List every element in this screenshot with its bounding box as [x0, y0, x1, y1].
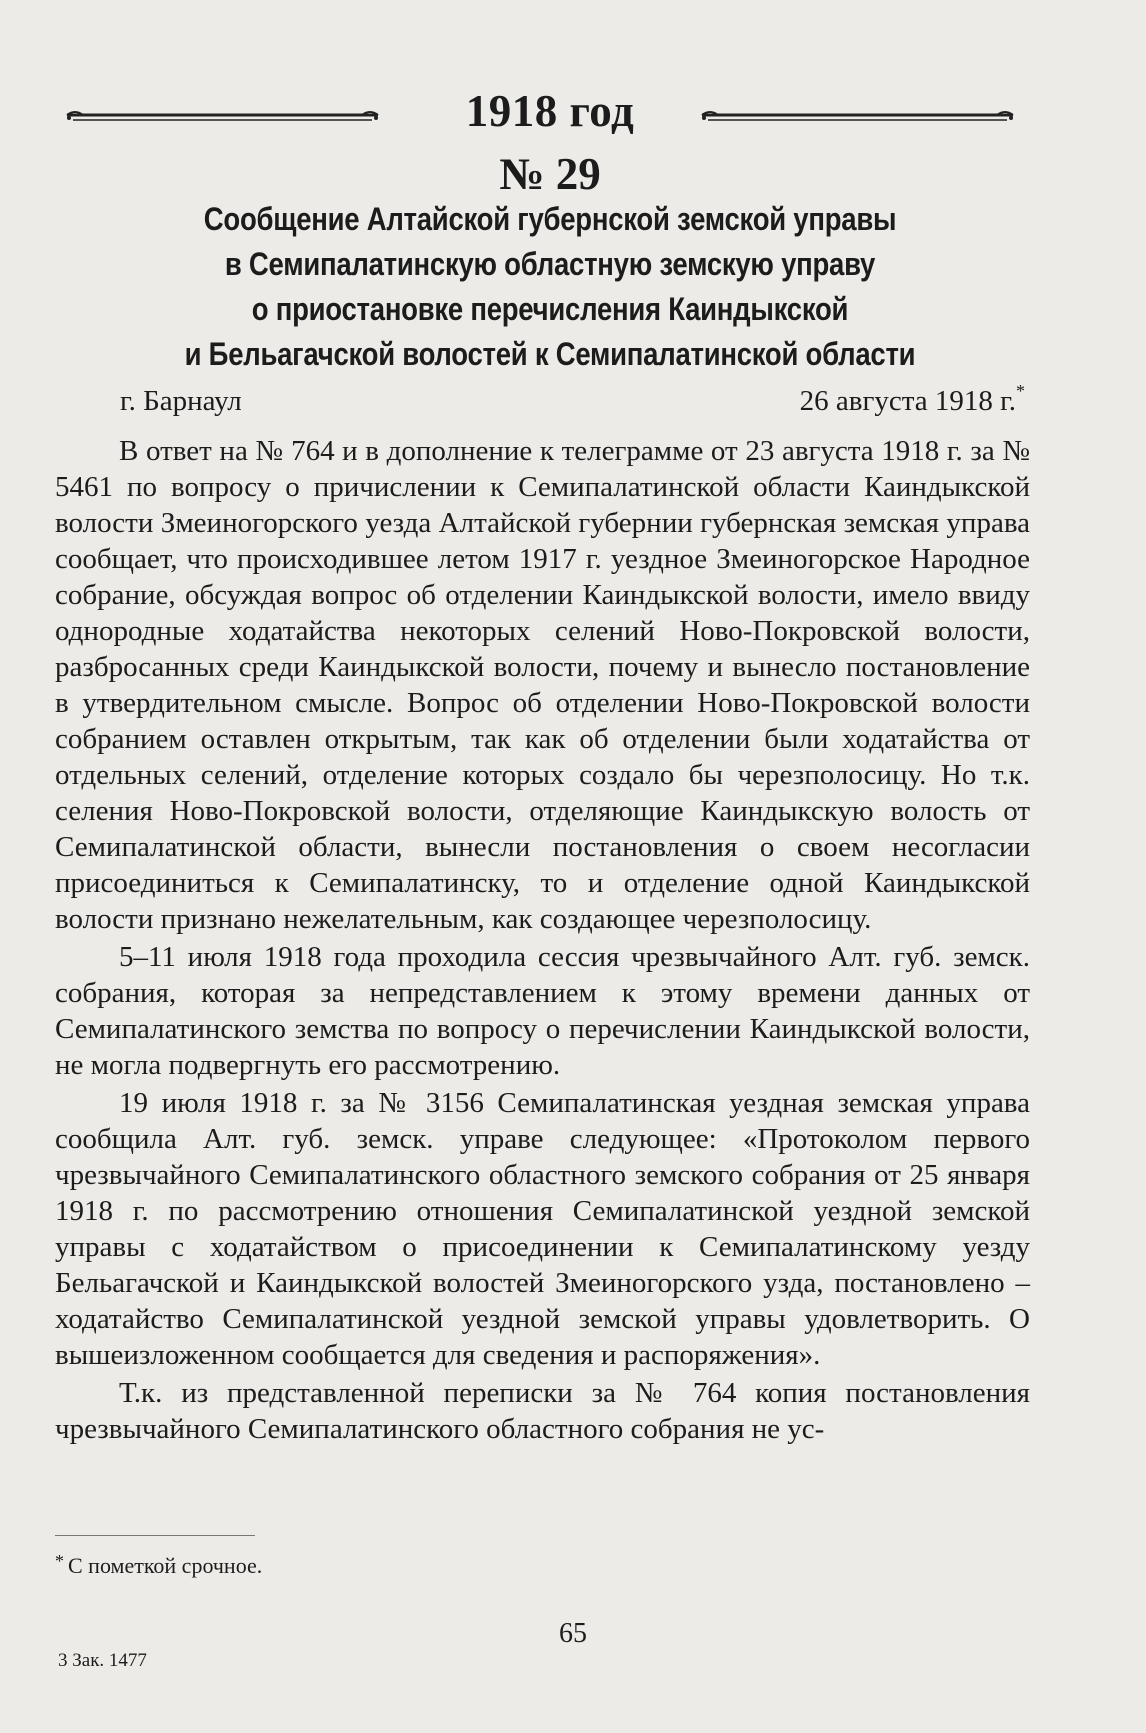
order-code: 3 Зак. 1477 [58, 1650, 147, 1671]
paragraph: Т.к. из представленной переписки за № 764 копия постановления чрезвычайного Семипалатинского областного собрания не ус- [55, 1377, 1030, 1445]
footnote-text: С пометкой срочное. [68, 1553, 263, 1578]
right-ornament-icon [700, 107, 1015, 127]
date [799, 381, 1025, 418]
page-number: 65 [559, 1618, 587, 1649]
footnote-divider [55, 1535, 255, 1536]
place: г. Барнаул [120, 385, 242, 417]
year-heading: 1918 год [465, 86, 635, 136]
title-line: Сообщение Алтайской губернской земской управы [203, 201, 897, 237]
header-row [55, 85, 1045, 145]
footnote-mark: * [55, 1551, 64, 1571]
date-footnote-mark: * [1016, 381, 1025, 401]
title-line: в Семипалатинскую областную земскую управу [224, 246, 876, 282]
document-title [124, 197, 975, 377]
footnote [55, 1553, 262, 1579]
title-line: о приостановке перечисления Каиндыкской [251, 291, 849, 327]
place-date-line [120, 381, 1025, 425]
date-text: 26 августа 1918 г. [799, 385, 1016, 417]
document-body [55, 433, 1030, 1449]
paragraph: 5–11 июля 1918 года проходила сессия чрезвычайного Алт. губ. земск. собрания, которая за непредставлением к этому времени данных от Семипалатинского земства по вопросу о перечислении Каиндыкской волости, не могла подвергнуть его рассмотрению. [55, 941, 1030, 1081]
paragraph: В ответ на № 764 и в дополнение к телеграмме от 23 августа 1918 г. за № 5461 по вопросу о причислении к Семипалатинской области Каиндыкской волости Змеиногорского уезда Алтайской губернии губернская земская управа сообщает, что происходившее летом 1917 г. уездное Змеиногорское Народное собрание, обсуждая вопрос об отделении Каиндыкской волости, имело ввиду однородные ходатайства некоторых селений Ново-Покровской волости, разбросанных среди Каиндыкской волости, почему и вынесло постановление в утвердительном смысле. Вопрос об отделении Ново-Покровской волости собранием оставлен открытым, так как об отделении были ходатайства от отдельных селений, отделение которых создало бы черезполосицу. Но т.к. селения Ново-Покровской волости, отделяющие Каиндыкскую волость от Семипалатинской области, вынесли постановления о своем несогласии присоединиться к Семипалатинску, то и отделение одной Каиндыкской волости признано нежелательным, как создающее черезполосицу. [55, 435, 1030, 935]
title-line: и Бельагачской волостей к Семипалатинской области [184, 336, 916, 372]
paragraph: 19 июля 1918 г. за № 3156 Семипалатинская уездная земская управа сообщила Алт. губ. земск. управе следующее: «Протоколом первого чрезвычайного Семипалатинского областного земского собрания от 25 января 1918 г. по рассмотрению отношения Семипалатинской уездной земской управы с ходатайством о присоединении к Семипалатинскому уезду Бельагачской и Каиндыкской волостей Змеиногорского узда, постановлено – ходатайство Семипалатинской уездной земской управы удовлетворить. О вышеизложенном сообщается для сведения и распоряжения». [55, 1087, 1030, 1371]
document-number: № 29 [499, 149, 601, 199]
